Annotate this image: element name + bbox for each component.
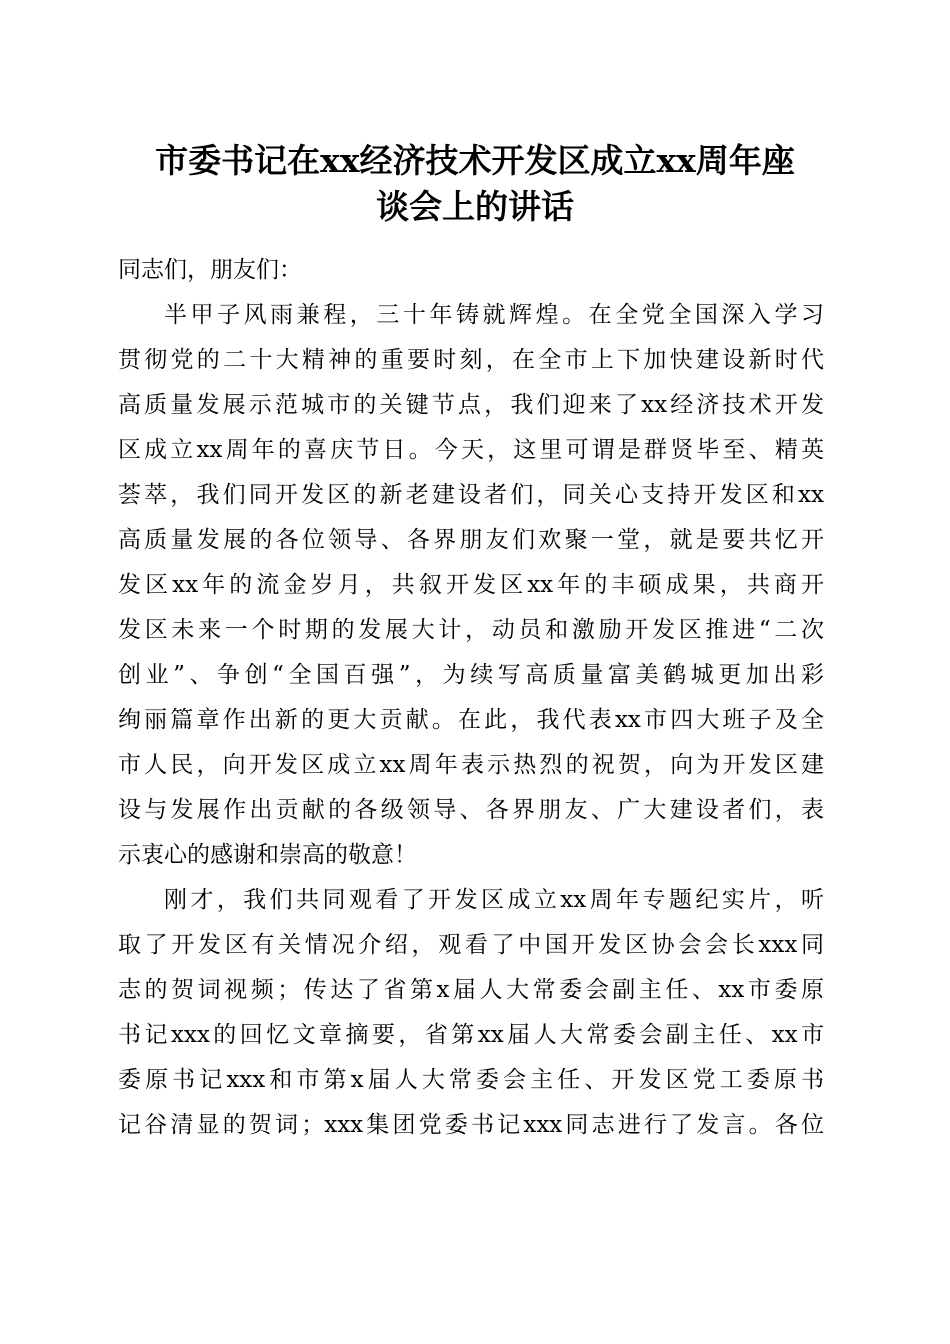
paragraph-line: 示衷心的感谢和崇高的敬意！	[118, 842, 417, 868]
paragraph-line: 半甲子风雨兼程，三十年铸就辉煌。在全党全国深入学习	[164, 302, 824, 328]
paragraph-line: 书记xxx的回忆文章摘要，省第xx届人大常委会副主任、xx市	[118, 1022, 824, 1048]
paragraph-line: 志的贺词视频；传达了省第x届人大常委会副主任、xx市委原	[118, 977, 824, 1003]
paragraph-line: 记谷清显的贺词；xxx集团党委书记xxx同志进行了发言。各位	[118, 1112, 824, 1138]
title-line: 市委书记在xx经济技术开发区成立xx周年座	[155, 141, 795, 180]
paragraph-1	[118, 293, 824, 878]
paragraph-line: 发区未来一个时期的发展大计，动员和激励开发区推进“二次	[118, 617, 824, 643]
paragraph-line: 区成立xx周年的喜庆节日。今天，这里可谓是群贤毕至、精英	[118, 437, 824, 463]
paragraph-line: 荟萃，我们同开发区的新老建设者们，同关心支持开发区和xx	[118, 482, 824, 508]
paragraph-line: 高质量发展的各位领导、各界朋友们欢聚一堂，就是要共忆开	[118, 527, 824, 553]
paragraph-2	[118, 878, 824, 1148]
paragraph-line: 刚才，我们共同观看了开发区成立xx周年专题纪实片，听	[164, 887, 824, 913]
speech-body	[118, 248, 824, 1148]
title-line: 谈会上的讲话	[376, 187, 574, 226]
paragraph-line: 设与发展作出贡献的各级领导、各界朋友、广大建设者们，表	[118, 797, 824, 823]
paragraph-line: 取了开发区有关情况介绍，观看了中国开发区协会会长xxx同	[118, 932, 824, 958]
paragraph-line: 绚丽篇章作出新的更大贡献。在此，我代表xx市四大班子及全	[118, 707, 824, 733]
paragraph-line: 委原书记xxx和市第x届人大常委会主任、开发区党工委原书	[118, 1067, 824, 1093]
paragraph-line: 创业”、争创“全国百强”，为续写高质量富美鹤城更加出彩	[118, 662, 824, 688]
paragraph-line: 市人民，向开发区成立xx周年表示热烈的祝贺，向为开发区建	[118, 752, 824, 778]
salutation: 同志们，朋友们：	[118, 257, 302, 283]
paragraph-line: 高质量发展示范城市的关键节点，我们迎来了xx经济技术开发	[118, 392, 824, 418]
document-title	[100, 138, 850, 230]
paragraph-line: 发区xx年的流金岁月，共叙开发区xx年的丰硕成果，共商开	[118, 572, 824, 598]
paragraph-line: 贯彻党的二十大精神的重要时刻，在全市上下加快建设新时代	[118, 347, 824, 373]
